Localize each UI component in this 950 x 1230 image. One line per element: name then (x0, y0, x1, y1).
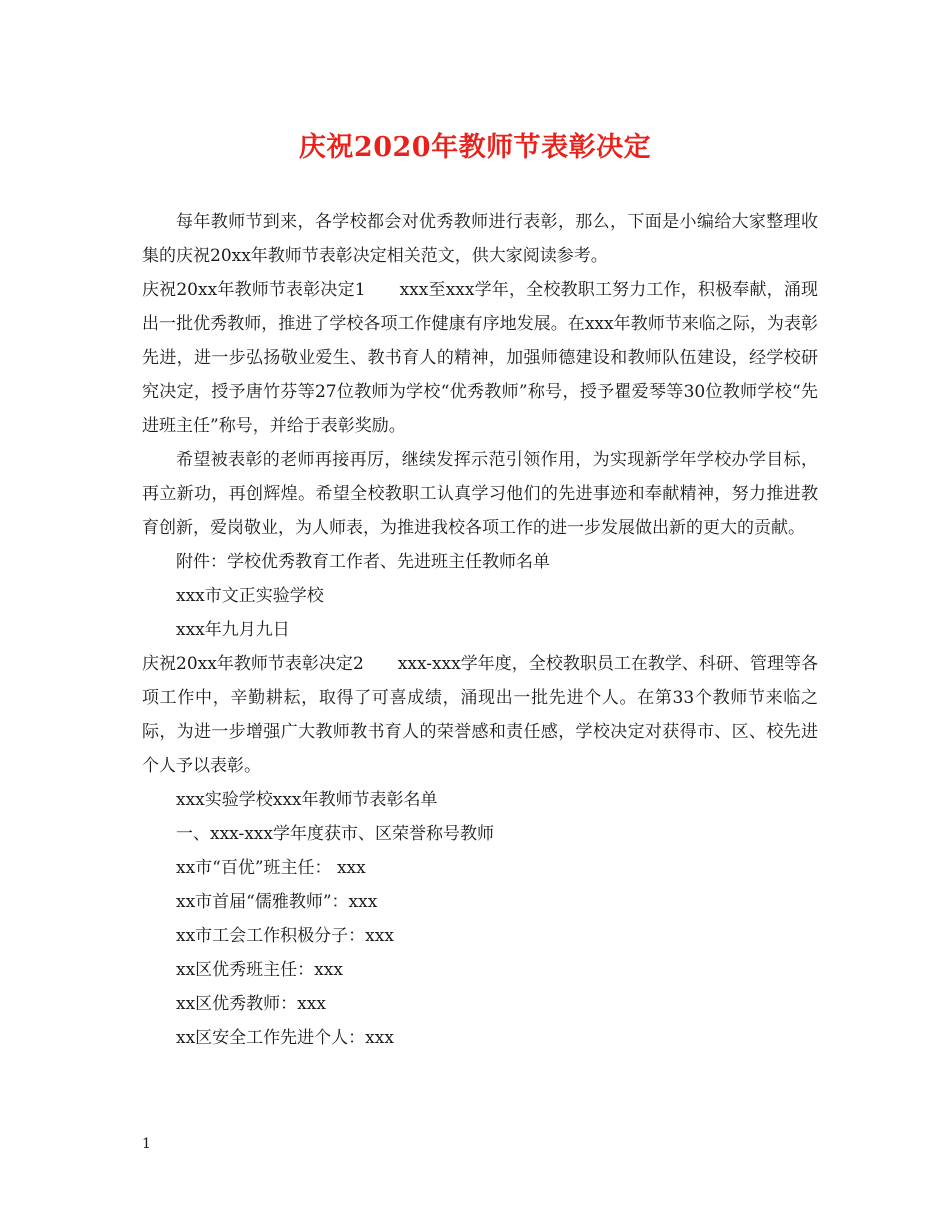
honor-item: xx区优秀班主任：xxx (176, 960, 343, 980)
section1-date: xxx年九月九日 (176, 620, 290, 640)
section1-paragraph (142, 273, 818, 443)
section2-heading: 庆祝20xx年教师节表彰决定2 (142, 654, 364, 674)
section1-hope-paragraph: 希望被表彰的老师再接再厉，继续发挥示范引领作用，为实现新学年学校办学目标，再立新功，再创辉煌。希望全校教职工认真学习他们的先进事迹和奉献精神，努力推进教育创新，爱岗敬业，为人师表，为推进我校各项工作的进一步发展做出新的更大的贡献。 (142, 450, 818, 538)
section1-school: xxx市文正实验学校 (176, 586, 324, 606)
honor-item: xx市“百优”班主任： xxx (176, 858, 366, 878)
section2-text: xxx-xxx学年度，全校教职员工在教学、科研、管理等各项工作中，辛勤耕耘，取得了可喜成绩，涌现出一批先进个人。在第33个教师节来临之际，为进一步增强广大教师教书育人的荣誉感和责任感，学校决定对获得市、区、校先进个人予以表彰。 (142, 654, 819, 776)
section2-list-title: xxx实验学校xxx年教师节表彰名单 (176, 790, 438, 810)
section1-text: xxx至xxx学年，全校教职工努力工作，积极奉献，涌现出一批优秀教师，推进了学校各项工作健康有序地发展。在xxx年教师节来临之际，为表彰先进，进一步弘扬敬业爱生、教书育人的精神，加强师德建设和教师队伍建设，经学校研究决定，授予唐竹芬等27位教师为学校“优秀教师”称号，授予瞿爱琴等30位教师学校“先进班主任”称号，并给于表彰奖励。 (142, 280, 818, 436)
section1-attachment: 附件：学校优秀教育工作者、先进班主任教师名单 (176, 552, 550, 572)
section2-category: 一、xxx-xxx学年度获市、区荣誉称号教师 (176, 824, 494, 844)
intro-paragraph: 每年教师节到来，各学校都会对优秀教师进行表彰，那么，下面是小编给大家整理收集的庆祝20xx年教师节表彰决定相关范文，供大家阅读参考。 (142, 212, 818, 266)
section2-paragraph (142, 647, 818, 783)
honor-item: xx区优秀教师：xxx (176, 994, 326, 1014)
document-title: 庆祝2020年教师节表彰决定 (298, 132, 652, 163)
honor-item: xx区安全工作先进个人：xxx (176, 1028, 394, 1048)
section1-heading: 庆祝20xx年教师节表彰决定1 (142, 280, 366, 300)
honor-item: xx市工会工作积极分子：xxx (176, 926, 394, 946)
document-body (142, 205, 818, 1055)
page-number: 1 (142, 1136, 151, 1152)
honor-item: xx市首届“儒雅教师”：xxx (176, 892, 378, 912)
